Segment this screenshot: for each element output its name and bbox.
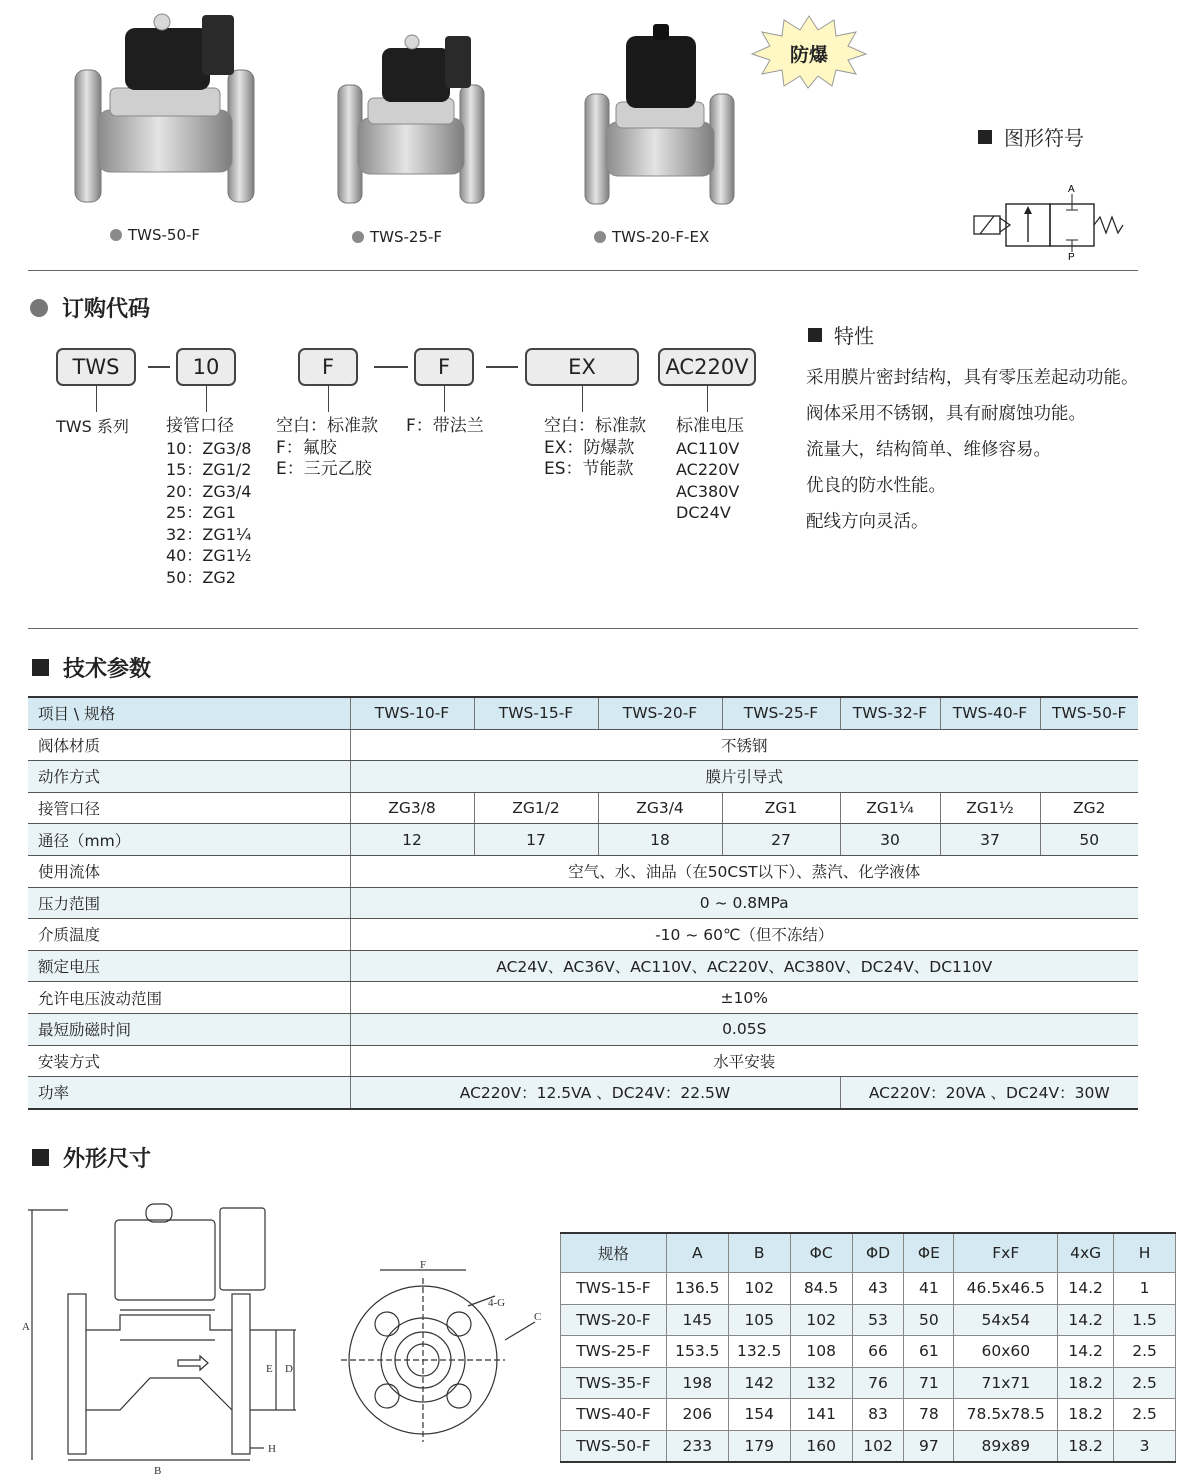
- tech-spec-table: [28, 696, 1138, 1110]
- header-cell: FxF: [954, 1233, 1058, 1273]
- cell: 71: [904, 1367, 954, 1399]
- cell: ZG2: [1040, 792, 1138, 824]
- cell: 0.05S: [350, 1013, 1138, 1045]
- desc-line: DC24V: [676, 503, 731, 522]
- cell: 14.2: [1058, 1273, 1114, 1305]
- desc-line: 标准电压: [676, 416, 744, 436]
- square-bullet-icon: [32, 659, 49, 676]
- row-label: 通径（mm）: [28, 824, 350, 856]
- table-header-row: [561, 1233, 1176, 1273]
- cell: 54x54: [954, 1304, 1058, 1336]
- dimension-table: [560, 1232, 1176, 1463]
- header-cell: 规格: [561, 1233, 667, 1273]
- row-label: 接管口径: [28, 792, 350, 824]
- row-label: 动作方式: [28, 761, 350, 793]
- cell: 46.5x46.5: [954, 1273, 1058, 1305]
- feature-item: 流量大，结构简单、维修容易。: [806, 440, 1051, 460]
- desc-line: 32：ZG1¼: [166, 524, 252, 544]
- desc-line: 15：ZG1/2: [166, 460, 252, 479]
- row-label: 阀体材质: [28, 729, 350, 761]
- dims-title: 外形尺寸: [63, 1147, 152, 1172]
- cell: 179: [728, 1430, 790, 1462]
- code-leader-line: [707, 386, 708, 412]
- code-leader-line: [206, 386, 207, 412]
- cell: 14.2: [1058, 1336, 1114, 1368]
- header-cell: TWS-25-F: [722, 697, 840, 729]
- tech-title: 技术参数: [63, 657, 152, 682]
- features-heading: [808, 320, 874, 349]
- table-row: [28, 982, 1138, 1014]
- cell: TWS-25-F: [561, 1336, 667, 1368]
- product-image-tws-50-f: [70, 10, 270, 210]
- table-row: [28, 824, 1138, 856]
- table-row: [28, 855, 1138, 887]
- feature-item: 配线方向灵活。: [806, 512, 929, 532]
- product-image-tws-25-f: [330, 10, 530, 210]
- desc-line: F：带法兰: [406, 416, 484, 436]
- port-p-label: P: [1068, 252, 1075, 260]
- cell: 空气、水、油品（在50CST以下）、蒸汽、化学液体: [350, 855, 1138, 887]
- cell: 160: [790, 1430, 852, 1462]
- dim-label-e: E: [266, 1363, 273, 1375]
- cell: 17: [474, 824, 598, 856]
- table-row: [561, 1336, 1176, 1368]
- row-label: 功率: [28, 1077, 350, 1109]
- header-cell: TWS-50-F: [1040, 697, 1138, 729]
- cell: 78.5x78.5: [954, 1399, 1058, 1431]
- desc-seal: [276, 416, 378, 481]
- feature-item: 阀体采用不锈钢，具有耐腐蚀功能。: [806, 404, 1086, 424]
- dim-label-c: C: [534, 1311, 542, 1323]
- code-box-voltage: AC220V: [658, 348, 756, 386]
- desc-line: AC380V: [676, 481, 740, 501]
- valve-symbol-diagram: [968, 180, 1128, 260]
- cell: 43: [852, 1273, 904, 1305]
- cell: TWS-50-F: [561, 1430, 667, 1462]
- bullet-dot-icon: [110, 229, 122, 241]
- code-box-seal: F: [298, 348, 358, 386]
- cell: 60x60: [954, 1336, 1058, 1368]
- cell: 153.5: [666, 1336, 728, 1368]
- table-row: [28, 919, 1138, 951]
- cell: 2.5: [1114, 1399, 1176, 1431]
- desc-line: EX：防爆款: [544, 437, 635, 458]
- desc-line: E：三元乙胶: [276, 459, 372, 479]
- table-row: [28, 950, 1138, 982]
- cell: ZG1¼: [840, 792, 940, 824]
- cell: ±10%: [350, 982, 1138, 1014]
- row-label: 额定电压: [28, 950, 350, 982]
- cell: 2.5: [1114, 1367, 1176, 1399]
- cell: 50: [1040, 824, 1138, 856]
- desc-line: F：氟胶: [276, 437, 337, 458]
- desc-line: AC220V: [676, 460, 740, 479]
- desc-series: [56, 416, 129, 438]
- table-row: [561, 1273, 1176, 1305]
- cell: 50: [904, 1304, 954, 1336]
- dim-label-b: B: [154, 1465, 162, 1477]
- cell: 89x89: [954, 1430, 1058, 1462]
- table-row: [561, 1399, 1176, 1431]
- row-label: 允许电压波动范围: [28, 982, 350, 1014]
- feature-item: 优良的防水性能。: [806, 476, 946, 496]
- header-cell: A: [666, 1233, 728, 1273]
- cell: ZG3/8: [350, 792, 474, 824]
- cell: 18.2: [1058, 1399, 1114, 1431]
- desc-flange: [406, 416, 484, 438]
- bullet-dot-icon: [352, 231, 364, 243]
- cell: TWS-20-F: [561, 1304, 667, 1336]
- desc-line: 空白：标准款: [276, 416, 378, 436]
- cell: 108: [790, 1336, 852, 1368]
- product-caption: [110, 226, 200, 244]
- square-bullet-icon: [808, 328, 822, 342]
- cell: 145: [666, 1304, 728, 1336]
- cell: 97: [904, 1430, 954, 1462]
- header-cell: H: [1114, 1233, 1176, 1273]
- row-label: 介质温度: [28, 919, 350, 951]
- desc-voltage: [676, 416, 744, 524]
- divider: [28, 628, 1138, 629]
- row-label: 最短励磁时间: [28, 1013, 350, 1045]
- header-cell: ΦD: [852, 1233, 904, 1273]
- code-dash: [486, 366, 518, 368]
- table-row: [561, 1367, 1176, 1399]
- features-list: [806, 360, 1139, 540]
- cell: -10 ~ 60℃（但不冻结）: [350, 919, 1138, 951]
- table-row: [28, 1013, 1138, 1045]
- order-code-heading: [30, 292, 150, 323]
- explosion-proof-badge: [750, 14, 868, 90]
- cell: 1.5: [1114, 1304, 1176, 1336]
- table-row: [28, 761, 1138, 793]
- dim-label-d: D: [285, 1363, 293, 1375]
- desc-line: 接管口径: [166, 416, 234, 436]
- cell: TWS-15-F: [561, 1273, 667, 1305]
- dim-label-a: A: [22, 1321, 30, 1333]
- badge-text: 防爆: [789, 44, 828, 66]
- code-dash: [148, 366, 170, 368]
- product-caption: [352, 228, 442, 246]
- cell: 142: [728, 1367, 790, 1399]
- dim-label-h: H: [268, 1443, 276, 1455]
- code-box-type: EX: [525, 348, 639, 386]
- cell: ZG3/4: [598, 792, 722, 824]
- cell: 141: [790, 1399, 852, 1431]
- cell: 1: [1114, 1273, 1176, 1305]
- table-row: [28, 1077, 1138, 1109]
- cell: 66: [852, 1336, 904, 1368]
- table-row: [561, 1430, 1176, 1462]
- bullet-dot-icon: [594, 231, 606, 243]
- cell: 136.5: [666, 1273, 728, 1305]
- desc-line: 25：ZG1: [166, 503, 236, 522]
- desc-line: 10：ZG3/8: [166, 438, 252, 458]
- cell: 105: [728, 1304, 790, 1336]
- cell: 132: [790, 1367, 852, 1399]
- desc-type: [544, 416, 646, 481]
- table-row: [561, 1304, 1176, 1336]
- symbol-title: 图形符号: [1004, 126, 1084, 150]
- desc-line: 40：ZG1½: [166, 546, 252, 565]
- cell: 18.2: [1058, 1367, 1114, 1399]
- cell: 206: [666, 1399, 728, 1431]
- cell: 不锈钢: [350, 729, 1138, 761]
- code-box-flange: F: [414, 348, 474, 386]
- desc-line: 20：ZG3/4: [166, 481, 252, 501]
- table-header-row: [28, 697, 1138, 729]
- header-cell: 4xG: [1058, 1233, 1114, 1273]
- header-cell: 项目 \ 规格: [28, 697, 350, 729]
- desc-port: [166, 416, 251, 588]
- cell: 膜片引导式: [350, 761, 1138, 793]
- dimension-drawing: [20, 1190, 560, 1480]
- product-caption-text: TWS-25-F: [370, 228, 443, 246]
- table-row: [28, 887, 1138, 919]
- cell: AC220V：20VA 、DC24V：30W: [840, 1077, 1138, 1109]
- desc-line: AC110V: [676, 438, 740, 458]
- cell: TWS-40-F: [561, 1399, 667, 1431]
- desc-line: TWS 系列: [56, 417, 129, 436]
- header-cell: TWS-40-F: [940, 697, 1040, 729]
- cell: ZG1½: [940, 792, 1040, 824]
- cell: 2.5: [1114, 1336, 1176, 1368]
- cell: 71x71: [954, 1367, 1058, 1399]
- table-row: [28, 729, 1138, 761]
- circle-bullet-icon: [30, 299, 48, 317]
- cell: 233: [666, 1430, 728, 1462]
- feature-item: 采用膜片密封结构，具有零压差起动功能。: [806, 368, 1139, 388]
- code-dash: [374, 366, 408, 368]
- cell: AC220V：12.5VA 、DC24V：22.5W: [350, 1077, 840, 1109]
- desc-line: 50：ZG2: [166, 567, 236, 587]
- header-cell: TWS-20-F: [598, 697, 722, 729]
- cell: 0 ~ 0.8MPa: [350, 887, 1138, 919]
- product-caption-text: TWS-50-F: [128, 226, 201, 244]
- cell: 18: [598, 824, 722, 856]
- square-bullet-icon: [32, 1149, 49, 1166]
- dims-heading: [32, 1142, 151, 1173]
- dim-label-f: F: [420, 1259, 427, 1271]
- code-leader-line: [444, 386, 445, 412]
- cell: 53: [852, 1304, 904, 1336]
- cell: 102: [728, 1273, 790, 1305]
- cell: ZG1: [722, 792, 840, 824]
- features-title: 特性: [834, 324, 874, 348]
- cell: 84.5: [790, 1273, 852, 1305]
- divider: [28, 270, 1138, 271]
- code-leader-line: [328, 386, 329, 412]
- dim-label-g: 4-G: [488, 1297, 506, 1309]
- code-leader-line: [582, 386, 583, 412]
- header-cell: TWS-10-F: [350, 697, 474, 729]
- symbol-heading: [978, 122, 1084, 151]
- cell: 132.5: [728, 1336, 790, 1368]
- header-cell: TWS-15-F: [474, 697, 598, 729]
- code-leader-line: [96, 386, 97, 412]
- cell: AC24V、AC36V、AC110V、AC220V、AC380V、DC24V、DC110V: [350, 950, 1138, 982]
- cell: 198: [666, 1367, 728, 1399]
- square-bullet-icon: [978, 130, 992, 144]
- cell: 30: [840, 824, 940, 856]
- cell: 78: [904, 1399, 954, 1431]
- cell: 水平安装: [350, 1045, 1138, 1077]
- header-cell: ΦE: [904, 1233, 954, 1273]
- cell: 102: [852, 1430, 904, 1462]
- desc-line: 空白：标准款: [544, 416, 646, 436]
- order-code-title: 订购代码: [62, 297, 151, 322]
- desc-line: ES：节能款: [544, 459, 634, 479]
- product-caption: [594, 228, 709, 246]
- tech-heading: [32, 652, 151, 683]
- cell: 83: [852, 1399, 904, 1431]
- cell: 3: [1114, 1430, 1176, 1462]
- row-label: 安装方式: [28, 1045, 350, 1077]
- product-caption-text: TWS-20-F-EX: [612, 228, 710, 246]
- header-cell: ΦC: [790, 1233, 852, 1273]
- code-box-port: 10: [176, 348, 236, 386]
- table-row: [28, 1045, 1138, 1077]
- cell: ZG1/2: [474, 792, 598, 824]
- cell: 76: [852, 1367, 904, 1399]
- cell: 37: [940, 824, 1040, 856]
- cell: 102: [790, 1304, 852, 1336]
- port-a-label: A: [1068, 184, 1075, 195]
- cell: 12: [350, 824, 474, 856]
- cell: 41: [904, 1273, 954, 1305]
- cell: 14.2: [1058, 1304, 1114, 1336]
- cell: TWS-35-F: [561, 1367, 667, 1399]
- row-label: 使用流体: [28, 855, 350, 887]
- cell: 18.2: [1058, 1430, 1114, 1462]
- row-label: 压力范围: [28, 887, 350, 919]
- header-cell: TWS-32-F: [840, 697, 940, 729]
- code-box-series: TWS: [56, 348, 136, 386]
- header-cell: B: [728, 1233, 790, 1273]
- cell: 154: [728, 1399, 790, 1431]
- table-row: [28, 792, 1138, 824]
- cell: 61: [904, 1336, 954, 1368]
- cell: 27: [722, 824, 840, 856]
